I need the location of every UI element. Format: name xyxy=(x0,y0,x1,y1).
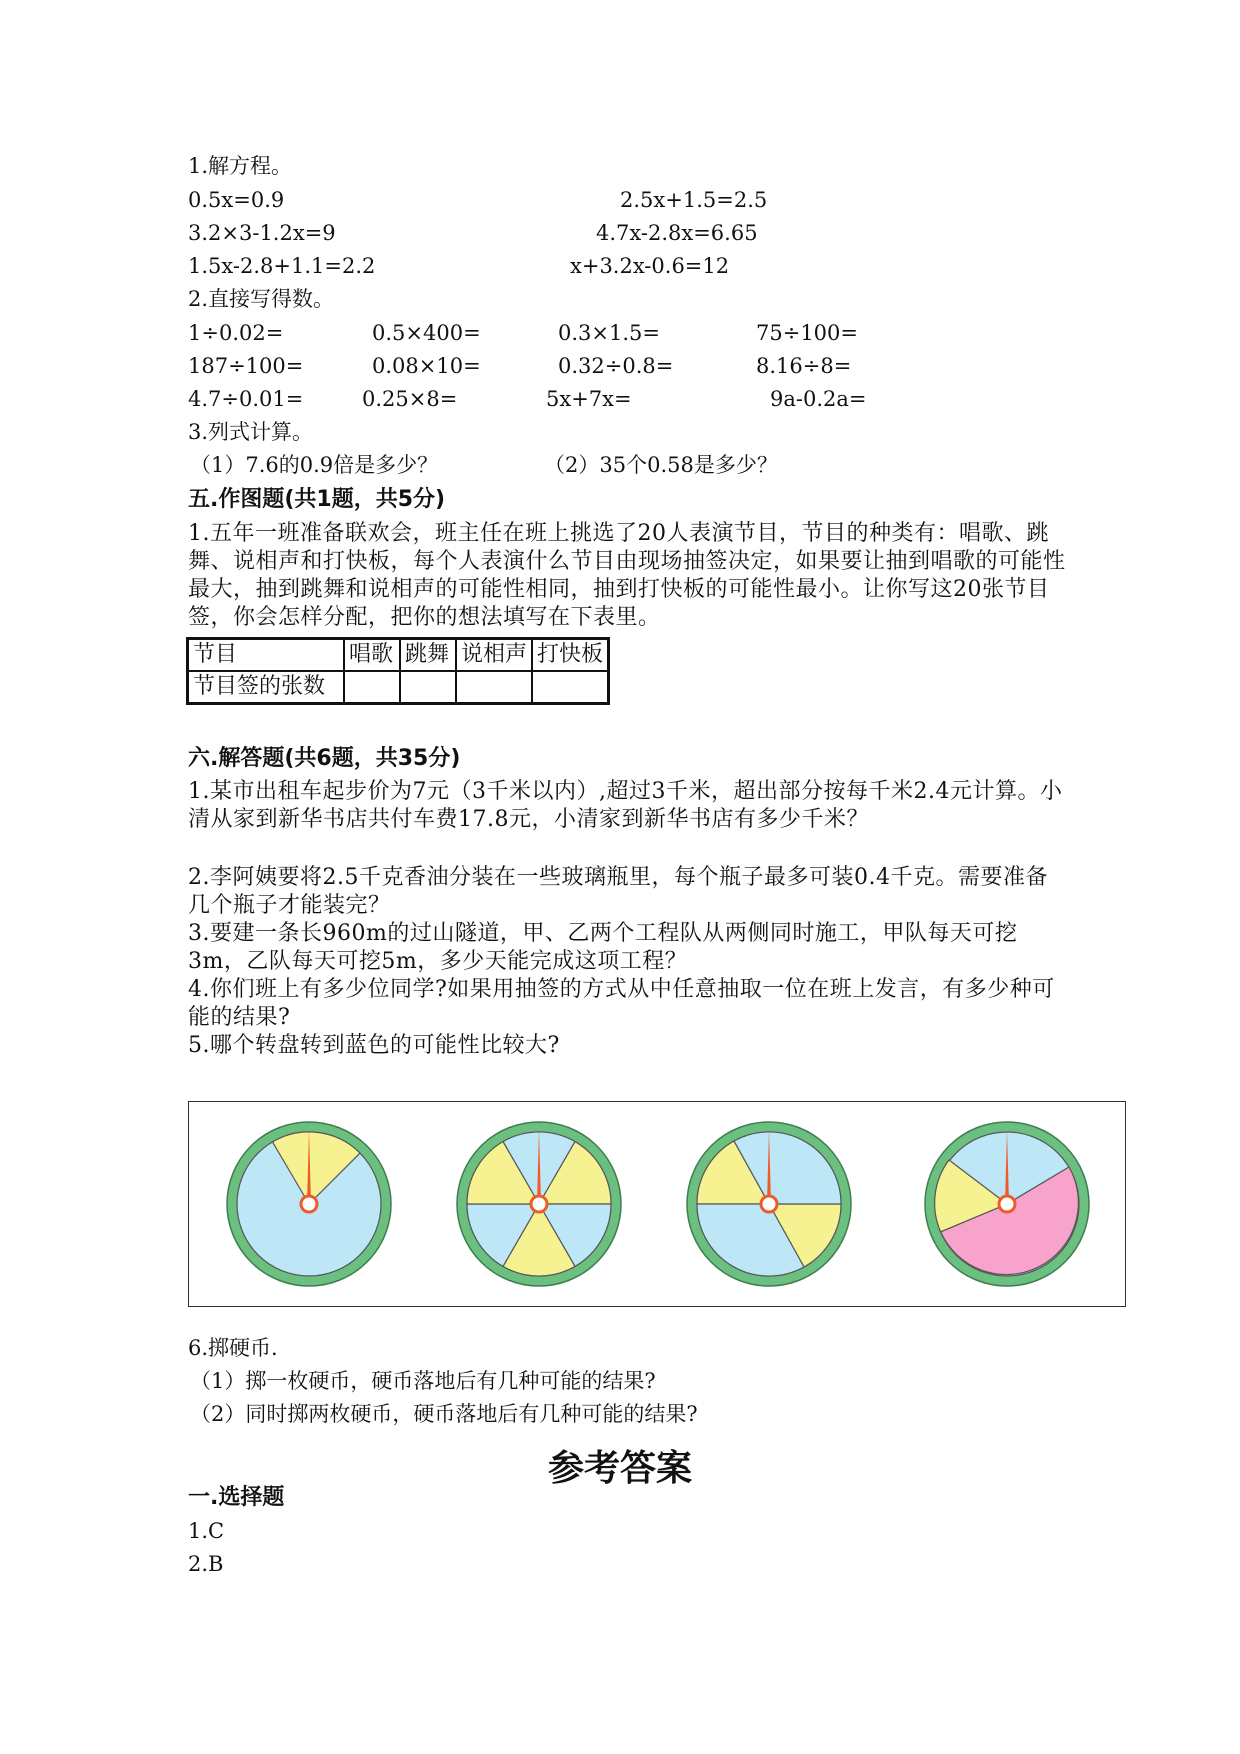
sub-question: （2）35个0.58是多少？ xyxy=(544,453,778,477)
sub-question: （1）掷一枚硬币，硬币落地后有几种可能的结果? xyxy=(190,1369,656,1393)
equation: 2.5x+1.5=2.5 xyxy=(620,188,768,212)
table-blank-cell[interactable] xyxy=(532,671,608,703)
equation: x+3.2x-0.6=12 xyxy=(570,254,730,278)
spinner-wheel-1 xyxy=(227,1122,391,1286)
question-paragraph: 1.五年一班准备联欢会，班主任在班上挑选了20人表演节目，节目的种类有：唱歌、跳舞、说相声和打快板，每个人表演什么节目由现场抽签决定，如果要让抽到唱歌的可能性最大，抽到跳舞和说相声的可能性相同，抽到打快板的可能性最小。让你写这20张节目签，你会怎样分配，把你的想法填写在下表里。 xyxy=(188,521,1066,630)
table-header-cell: 说相声 xyxy=(456,639,532,671)
equation: 0.5x=0.9 xyxy=(188,188,285,212)
table-blank-cell[interactable] xyxy=(456,671,532,703)
oral-item: 0.3×1.5= xyxy=(558,321,660,345)
question-title-oral-calc: 2.直接写得数。 xyxy=(188,287,335,311)
oral-item: 0.08×10= xyxy=(372,354,481,378)
table-blank-cell[interactable] xyxy=(400,671,456,703)
oral-item: 8.16÷8= xyxy=(756,354,852,378)
section-heading-drawing: 五.作图题(共1题，共5分) xyxy=(188,487,446,512)
table-header-cell: 打快板 xyxy=(532,639,608,671)
sub-question: （1）7.6的0.9倍是多少？ xyxy=(190,453,439,477)
spinner-wheel-4 xyxy=(925,1122,1089,1286)
answer-item: 2.B xyxy=(188,1552,224,1576)
table-row-label: 节目签的张数 xyxy=(188,671,344,703)
answer-table xyxy=(186,637,610,705)
oral-item: 75÷100= xyxy=(756,321,858,345)
question-paragraph: 2.李阿姨要将2.5千克香油分装在一些玻璃瓶里，每个瓶子最多可装0.4千克。需要准备几个瓶子才能装完？ xyxy=(188,865,1048,918)
spinner-wheel-2 xyxy=(457,1122,621,1286)
section-heading-answers: 六.解答题(共6题，共35分) xyxy=(188,746,461,771)
equation: 3.2×3-1.2x=9 xyxy=(188,221,336,245)
oral-item: 4.7÷0.01= xyxy=(188,387,304,411)
spinner-wheels-svg xyxy=(189,1102,1125,1306)
spinner-wheel-3 xyxy=(687,1122,851,1286)
oral-item: 0.32÷0.8= xyxy=(558,354,674,378)
table-header-cell: 唱歌 xyxy=(344,639,400,671)
question-paragraph: 4.你们班上有多少位同学?如果用抽签的方式从中任意抽取一位在班上发言，有多少种可能的结果? xyxy=(188,977,1055,1030)
answer-item: 1.C xyxy=(188,1519,225,1543)
oral-item: 5x+7x= xyxy=(546,387,632,411)
question-paragraph: 1.某市出租车起步价为7元（3千米以内）,超过3千米，超出部分按每千米2.4元计算。小清从家到新华书店共付车费17.8元，小清家到新华书店有多少千米？ xyxy=(188,779,1063,832)
table-blank-cell[interactable] xyxy=(344,671,400,703)
oral-item: 9a-0.2a= xyxy=(770,387,867,411)
sub-question: （2）同时掷两枚硬币，硬币落地后有几种可能的结果? xyxy=(190,1402,698,1426)
question-paragraph: 5.哪个转盘转到蓝色的可能性比较大? xyxy=(188,1033,560,1058)
table-header-cell: 跳舞 xyxy=(400,639,456,671)
question-title-coin: 6.掷硬币. xyxy=(188,1336,278,1360)
oral-item: 187÷100= xyxy=(188,354,304,378)
question-paragraph: 3.要建一条长960m的过山隧道，甲、乙两个工程队从两侧同时施工，甲队每天可挖3m，乙队每天可挖5m，多少天能完成这项工程？ xyxy=(188,921,1018,974)
equation: 1.5x-2.8+1.1=2.2 xyxy=(188,254,376,278)
answers-section-heading: 一.选择题 xyxy=(188,1485,285,1510)
table-header-cell: 节目 xyxy=(188,639,344,671)
oral-item: 0.25×8= xyxy=(362,387,458,411)
question-title-solve-equations: 1.解方程。 xyxy=(188,154,293,178)
question-title-written-calc: 3.列式计算。 xyxy=(188,420,314,444)
equation: 4.7x-2.8x=6.65 xyxy=(596,221,758,245)
answers-title: 参考答案 xyxy=(547,1448,692,1489)
spinner-figure xyxy=(188,1101,1126,1307)
oral-item: 0.5×400= xyxy=(372,321,481,345)
oral-item: 1÷0.02= xyxy=(188,321,284,345)
